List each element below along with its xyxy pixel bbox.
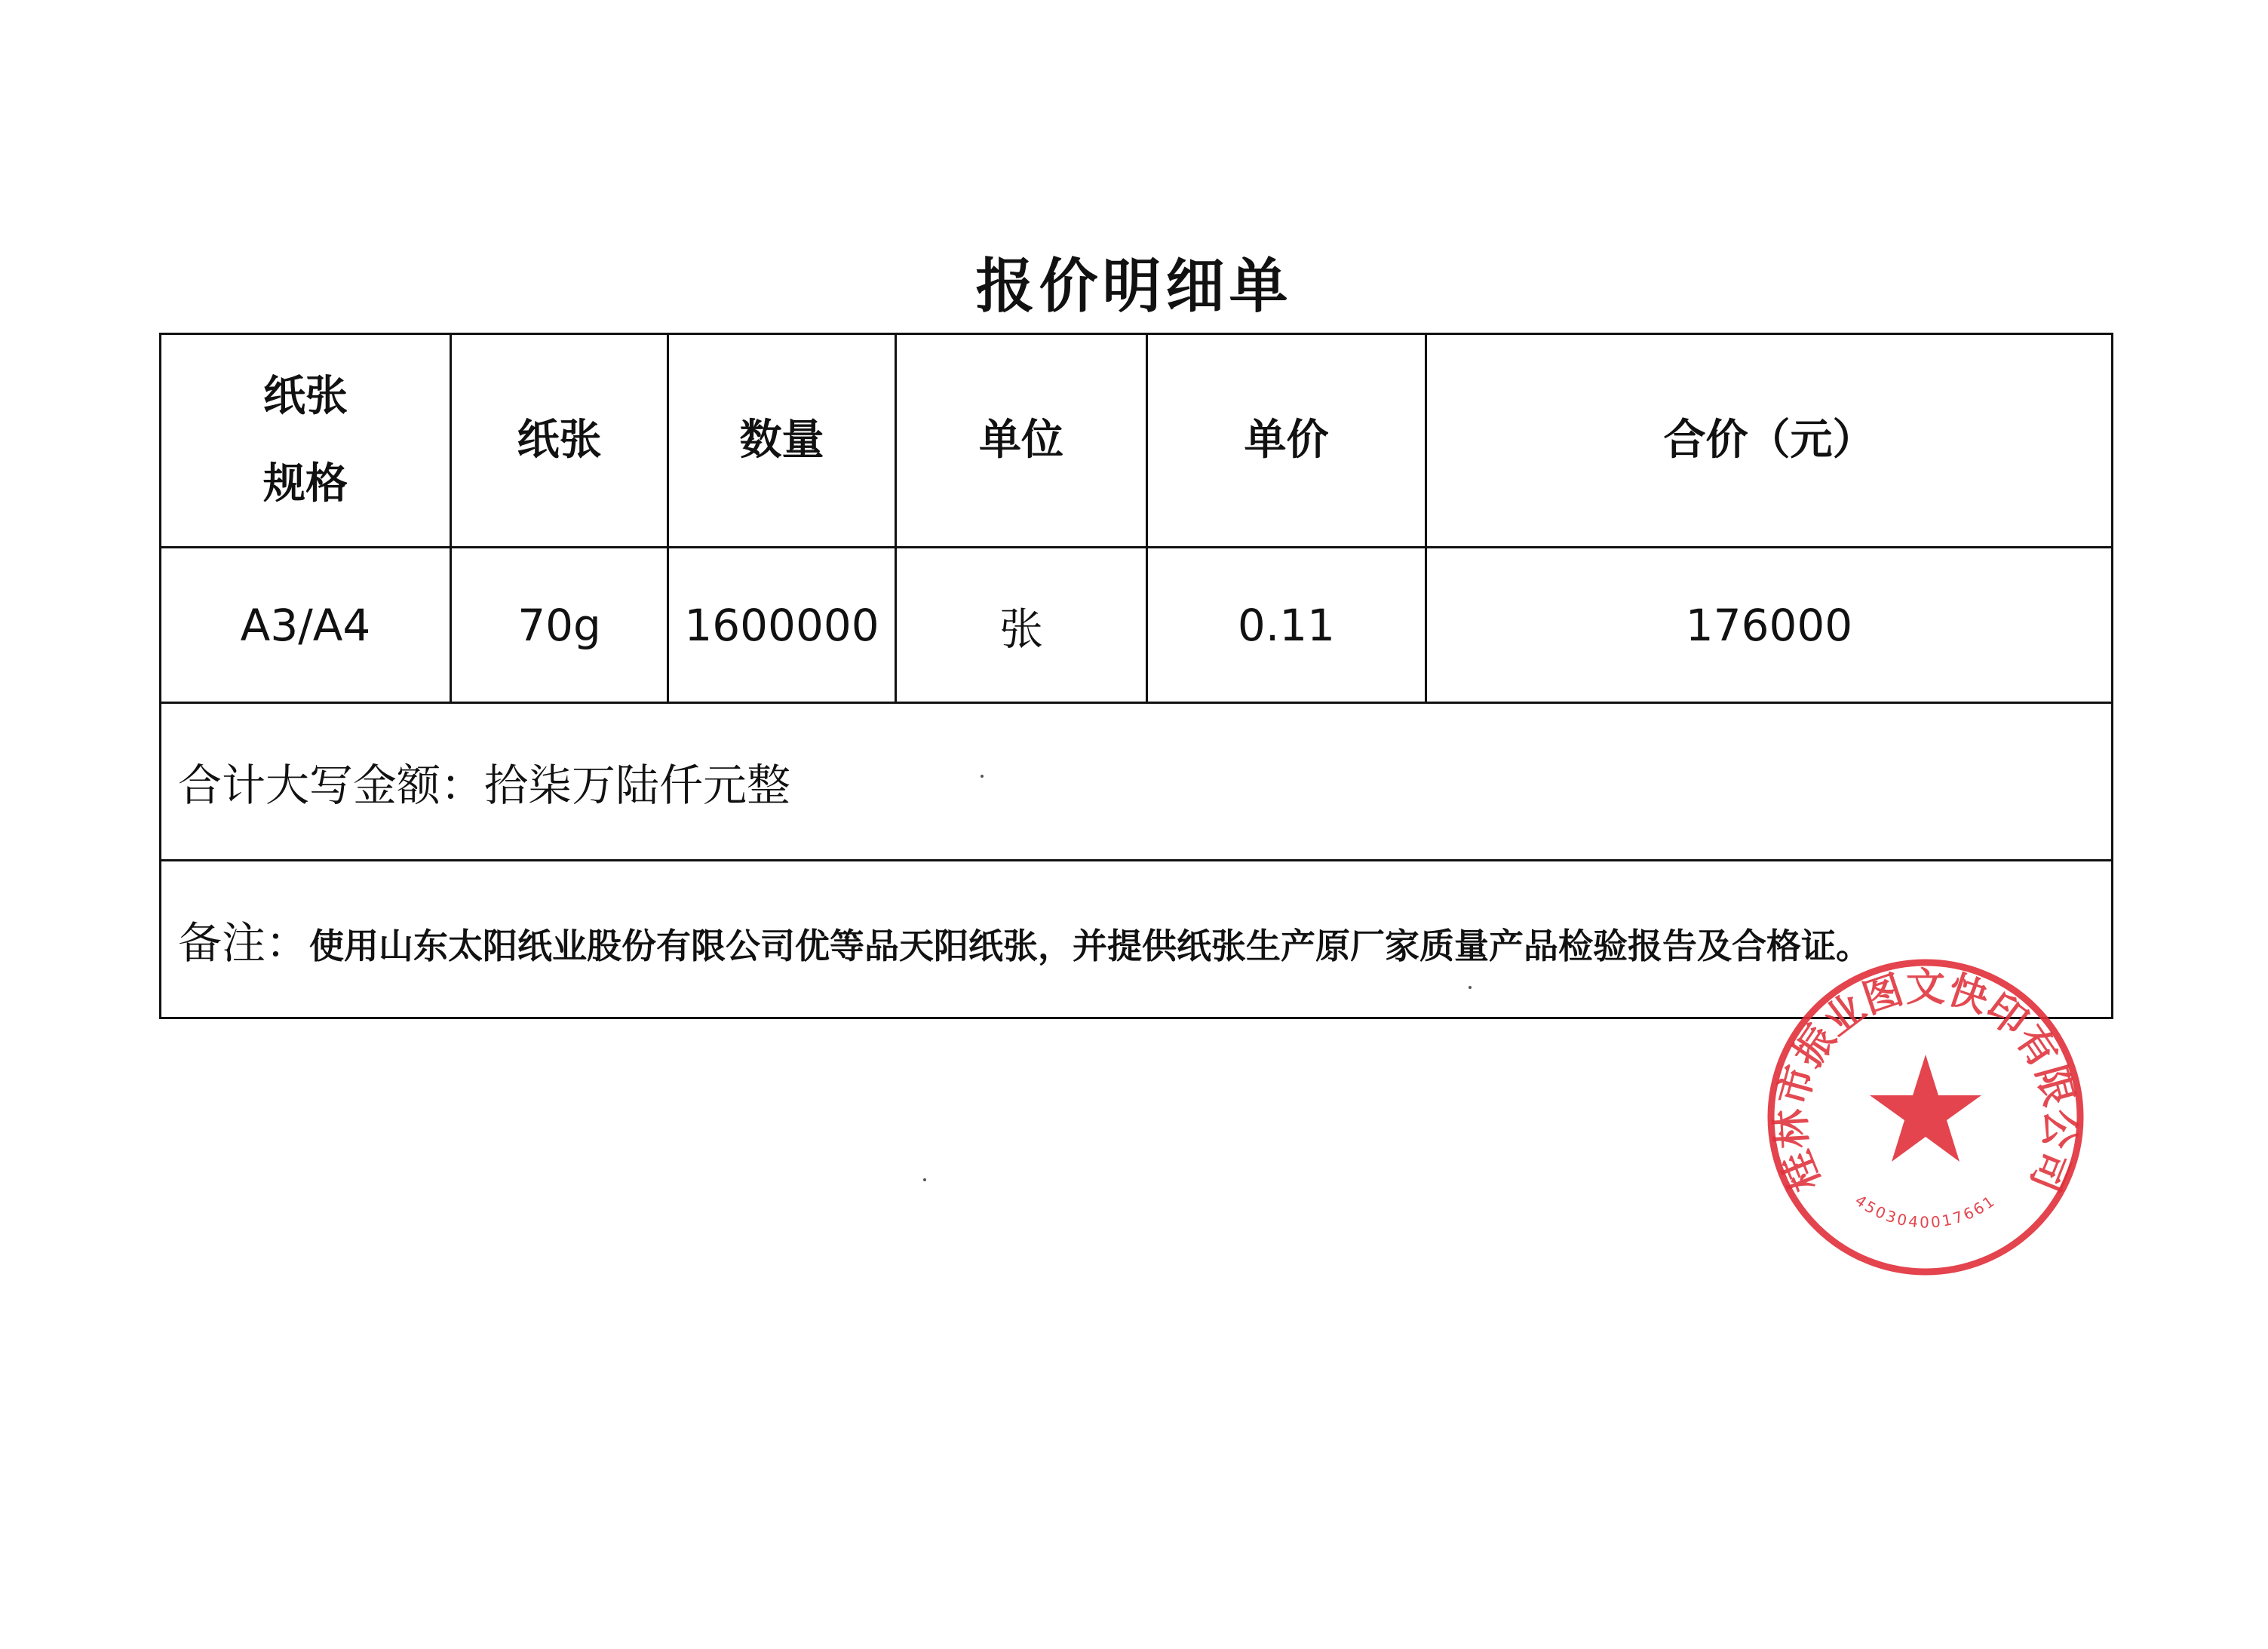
cell-total-price: 176000: [1426, 548, 2113, 703]
total-amount-row: [161, 703, 2113, 861]
cell-spec: A3/A4: [161, 548, 451, 703]
star-icon: [1870, 1055, 1981, 1162]
seal-code: 4503040017661: [1852, 1190, 1999, 1232]
table-row: [161, 548, 2113, 703]
header-paper: 纸张: [451, 334, 668, 548]
cell-quantity: 1600000: [668, 548, 896, 703]
header-unit-price: 单价: [1147, 334, 1426, 548]
header-spec-line1: 纸张: [263, 372, 348, 421]
header-quantity: 数量: [668, 334, 896, 548]
remark-text: 使用山东太阳纸业股份有限公司优等品天阳纸张，并提供纸张生产原厂家质量产品检验报告及合格证。: [309, 926, 1871, 966]
header-paper-spec: [161, 334, 451, 548]
cell-unit-price: 0.11: [1147, 548, 1426, 703]
seal-company-name: 桂林市振业图文快印有限公司: [1768, 965, 2083, 1198]
header-spec-line2: 规格: [263, 459, 348, 508]
scan-speck: [981, 775, 984, 778]
document-title: 报价明细单: [975, 253, 1293, 321]
table-header-row: [161, 334, 2113, 548]
cell-paper: 70g: [451, 548, 668, 703]
remark-label: 备注：: [178, 917, 310, 969]
remark-cell: [161, 861, 2113, 1018]
cell-unit: 张: [896, 548, 1147, 703]
scan-speck: [1469, 986, 1472, 989]
header-total-price: 合价（元）: [1426, 334, 2113, 548]
header-unit: 单位: [896, 334, 1147, 548]
total-amount-words: 合计大写金额：拾柒万陆仟元整: [161, 703, 2113, 861]
quote-table: [159, 333, 2113, 1019]
remark-row: [161, 861, 2113, 1018]
scan-speck: [923, 1178, 926, 1181]
